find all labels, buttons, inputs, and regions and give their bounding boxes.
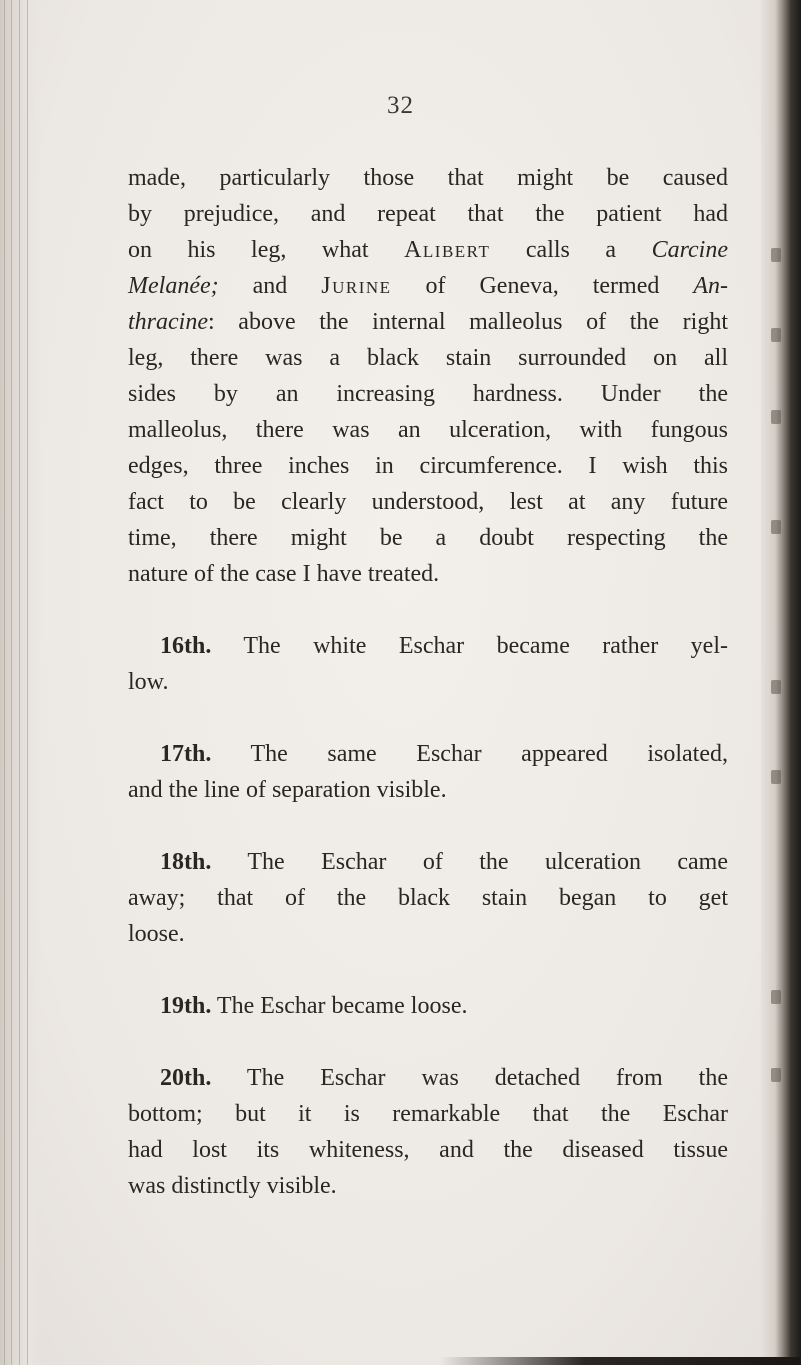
text-fragment: on his leg, what [128,237,405,263]
binding-gutter [0,0,42,1365]
entry-date: 18th. [160,849,212,875]
facing-page-edge [761,0,801,1365]
author-name: Alibert [404,237,491,263]
medical-term: Melanée; [128,273,219,299]
journal-entry [128,988,728,1024]
text-line: low. [128,669,169,695]
bleed-through-mark [771,1068,781,1082]
text-line: edges, three inches in circumference. I wish this [128,453,728,479]
paragraph-gap [128,952,728,988]
gutter-line [19,0,20,1365]
gutter-line [11,0,12,1365]
entry-text: The Eschar of the ulceration came [247,849,728,875]
entry-text: The Eschar became loose. [216,993,468,1019]
journal-entry [128,1060,728,1204]
text-line: made, particularly those that might be caused [128,165,728,191]
entry-first-line [128,988,728,1024]
gutter-line [4,0,5,1365]
text-line: and the line of separation visible. [128,777,447,803]
text-line [128,304,728,340]
text-line: had lost its whiteness, and the diseased tissue [128,1137,728,1163]
entry-date: 20th. [160,1065,212,1091]
bleed-through-mark [771,990,781,1004]
text-line [128,232,728,268]
text-line: was distinctly visible. [128,1173,337,1199]
author-name: Jurine [321,273,392,299]
page-bottom-shadow [440,1357,801,1365]
entry-first-line [128,844,728,880]
paragraph-gap [128,1024,728,1060]
journal-entry [128,844,728,952]
medical-term: thracine [128,309,208,335]
body-text [128,160,728,1204]
text-fragment: of Geneva, termed [391,273,694,299]
journal-entry [128,736,728,808]
text-line: loose. [128,921,185,947]
bleed-through-mark [771,770,781,784]
medical-term: An- [693,273,729,299]
bleed-through-mark [771,680,781,694]
text-fragment: : above the internal malleolus of the right [207,309,728,335]
entry-first-line [128,736,728,772]
page-number: 32 [387,92,414,119]
entry-text: The Eschar was detached from the [246,1065,728,1091]
text-line: bottom; but it is remarkable that the Eschar [128,1101,728,1127]
entry-date: 17th. [160,741,212,767]
text-line: leg, there was a black stain surrounded on all [128,345,728,371]
entry-date: 19th. [160,993,212,1019]
text-line: time, there might be a doubt respecting the [128,525,728,551]
text-line [128,268,728,304]
text-line: malleolus, there was an ulceration, with fungous [128,417,728,443]
entry-text: The white Eschar became rather yel- [243,633,728,659]
bleed-through-mark [771,520,781,534]
paragraph-gap [128,700,728,736]
entry-first-line [128,628,728,664]
gutter-line [27,0,28,1365]
bleed-through-mark [771,248,781,262]
paragraph-gap [128,808,728,844]
text-line: nature of the case I have treated. [128,561,440,587]
medical-term: Carcine [651,237,728,263]
paragraph-gap [128,592,728,628]
text-line: fact to be clearly understood, lest at any future [128,489,728,515]
journal-entry [128,628,728,700]
text-fragment: calls a [490,237,652,263]
bleed-through-mark [771,410,781,424]
text-fragment: and [218,273,322,299]
bleed-through-mark [771,328,781,342]
entry-text: The same Eschar appeared isolated, [250,741,728,767]
text-line: by prejudice, and repeat that the patient had [128,201,728,227]
entry-first-line [128,1060,728,1096]
text-line: away; that of the black stain began to get [128,885,728,911]
text-line: sides by an increasing hardness. Under the [128,381,728,407]
entry-date: 16th. [160,633,212,659]
